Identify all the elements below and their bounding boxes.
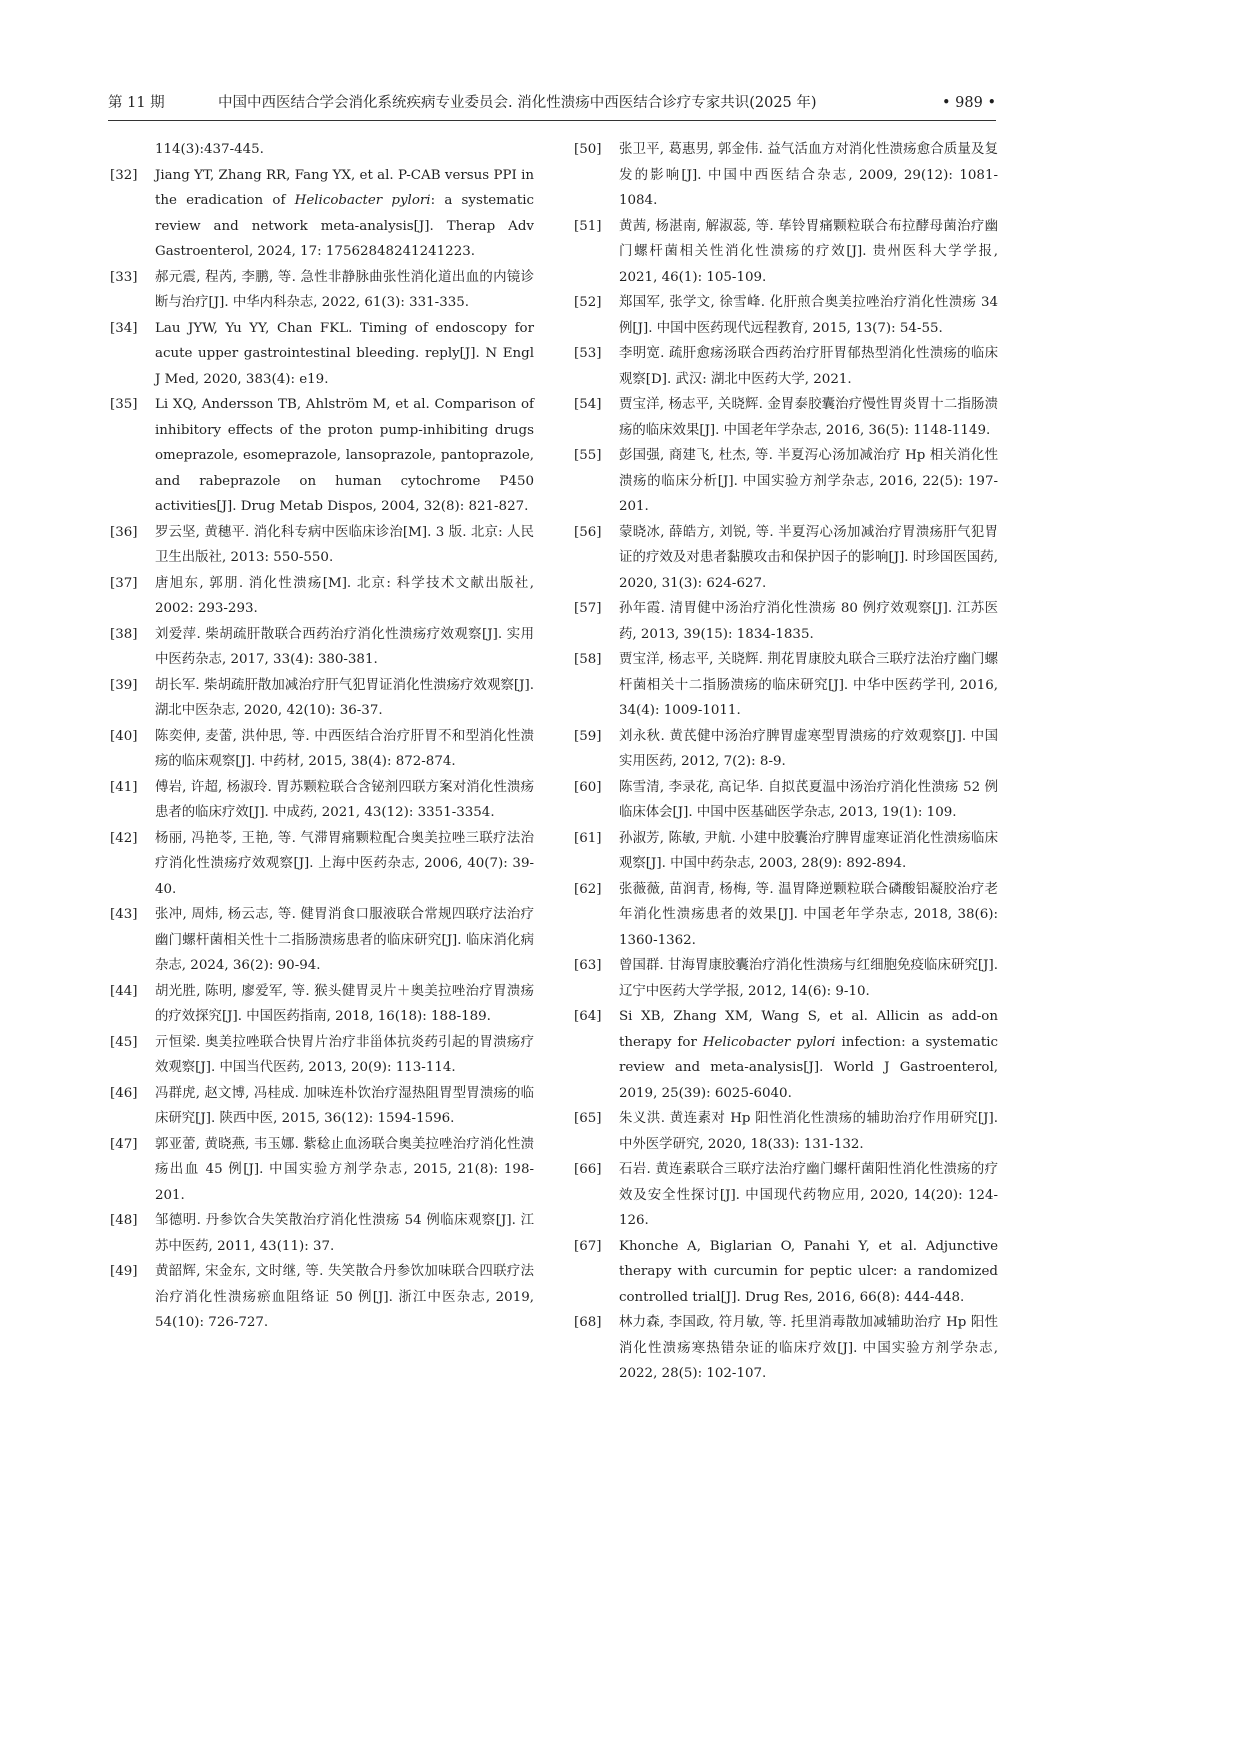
- reference-number: [36]: [110, 524, 138, 540]
- reference-item: [110, 163, 534, 265]
- page-header: [108, 91, 996, 115]
- reference-item: [574, 443, 998, 520]
- reference-number: [41]: [110, 779, 138, 795]
- reference-item: [574, 724, 998, 775]
- reference-number: [39]: [110, 677, 138, 693]
- issue-number: 第 11 期: [108, 95, 165, 111]
- reference-item: [574, 290, 998, 341]
- reference-item: [110, 902, 534, 979]
- reference-number: [64]: [574, 1009, 602, 1024]
- reference-text: 黄茜, 杨湛南, 解淑蕊, 等. 荜铃胃痛颗粒联合布拉酵母菌治疗幽门螺杆菌相关性消化性溃疡的疗效[J]. 贵州医科大学学报, 2021, 46(1): 105-109.: [619, 218, 998, 285]
- reference-column-right: [574, 137, 998, 1387]
- reference-text: 张卫平, 葛惠男, 郭金伟. 益气活血方对消化性溃疡愈合质量及复发的影响[J]. 中国中西医结合杂志, 2009, 29(12): 1081-1084.: [619, 142, 998, 208]
- reference-column-left: [110, 137, 534, 1336]
- reference-text: 张薇薇, 苗润青, 杨梅, 等. 温胃降逆颗粒联合磷酸铝凝胶治疗老年消化性溃疡患者的效果[J]. 中国老年学杂志, 2018, 38(6): 1360-1362.: [619, 881, 998, 948]
- reference-number: [46]: [110, 1085, 138, 1101]
- reference-number: [58]: [574, 652, 602, 667]
- reference-number: [56]: [574, 524, 602, 540]
- reference-text: 曾国群. 甘海胃康胶囊治疗消化性溃疡与红细胞免疫临床研究[J]. 辽宁中医药大学学报, 2012, 14(6): 9-10.: [619, 958, 998, 999]
- reference-text: 亓恒梁. 奥美拉唑联合快胃片治疗非甾体抗炎药引起的胃溃疡疗效观察[J]. 中国当代医药, 2013, 20(9): 113-114.: [155, 1034, 534, 1075]
- reference-item: [574, 953, 998, 1004]
- reference-text: 陈奕伸, 麦蕾, 洪仲思, 等. 中西医结合治疗肝胃不和型消化性溃疡的临床观察[J]. 中药材, 2015, 38(4): 872-874.: [155, 728, 534, 769]
- reference-number: [54]: [574, 397, 602, 412]
- reference-text: 黄韶辉, 宋金东, 文时继, 等. 失笑散合丹参饮加味联合四联疗法治疗消化性溃疡瘀血阻络证 50 例[J]. 浙江中医杂志, 2019, 54(10): 726-727.: [155, 1264, 534, 1330]
- reference-item: [110, 826, 534, 903]
- reference-text: 孙年霞. 清胃健中汤治疗消化性溃疡 80 例疗效观察[J]. 江苏医药, 2013, 39(15): 1834-1835.: [619, 601, 998, 642]
- running-title: 中国中西医结合学会消化系统疾病专业委员会. 消化性溃疡中西医结合诊疗专家共识(2025 年): [218, 95, 817, 111]
- reference-text: Khonche A, Biglarian O, Panahi Y, et al. Adjunctive therapy with curcumin for peptic ulcer: a randomized controlled trial[J]. Drug Res, 2016, 66(8): 444-448.: [619, 1238, 998, 1305]
- reference-item: [574, 826, 998, 877]
- reference-text: 孙淑芳, 陈敏, 尹航. 小建中胶囊治疗脾胃虚寒证消化性溃疡临床观察[J]. 中国中药杂志, 2003, 28(9): 892-894.: [619, 830, 998, 871]
- reference-item: [574, 647, 998, 724]
- reference-text-part: Jiang YT, Zhang RR, Fang YX, et al. P-CAB versus PPI in the eradication of: [155, 167, 534, 208]
- reference-number: [45]: [110, 1034, 138, 1050]
- reference-number: [50]: [574, 142, 602, 157]
- reference-item: [574, 341, 998, 392]
- reference-number: [43]: [110, 907, 138, 922]
- reference-number: [59]: [574, 728, 602, 744]
- reference-text: 胡长军. 柴胡疏肝散加减治疗肝气犯胃证消化性溃疡疗效观察[J]. 湖北中医杂志, 2020, 42(10): 36-37.: [155, 677, 534, 718]
- reference-item: [574, 1157, 998, 1234]
- reference-item: [110, 1030, 534, 1081]
- reference-number: [63]: [574, 958, 602, 973]
- reference-text-part: infection: a systematic review and meta-analysis[J]. World J Gastroenterol, 2019, 25(39): 6025-6040.: [619, 1034, 998, 1101]
- reference-text: 刘永秋. 黄芪健中汤治疗脾胃虚寒型胃溃疡的疗效观察[J]. 中国实用医药, 2012, 7(2): 8-9.: [619, 728, 998, 769]
- reference-number: [62]: [574, 881, 602, 897]
- reference-text: 李明宽. 疏肝愈疡汤联合西药治疗肝胃郁热型消化性溃疡的临床观察[D]. 武汉: 湖北中医药大学, 2021.: [619, 346, 998, 387]
- reference-text: Lau JYW, Yu YY, Chan FKL. Timing of endoscopy for acute upper gastrointestinal bleeding. reply[J]. N Engl J Med, 2020, 383(4): e19.: [155, 320, 534, 387]
- reference-number: [57]: [574, 601, 602, 616]
- reference-number: [51]: [574, 218, 602, 234]
- reference-item: [574, 1004, 998, 1106]
- reference-number: [49]: [110, 1264, 138, 1279]
- reference-number: [60]: [574, 779, 602, 795]
- reference-number: [38]: [110, 626, 138, 642]
- reference-number: [44]: [110, 983, 138, 999]
- reference-number: [40]: [110, 728, 138, 744]
- reference-text-part: Si XB, Zhang XM, Wang S, et al. Allicin as add-on therapy for: [619, 1009, 998, 1050]
- reference-text: 彭国强, 商建飞, 杜杰, 等. 半夏泻心汤加减治疗 Hp 相关消化性溃疡的临床分析[J]. 中国实验方剂学杂志, 2016, 22(5): 197-201.: [619, 448, 998, 514]
- reference-item: [110, 392, 534, 520]
- reference-number: [52]: [574, 295, 602, 310]
- reference-number: [65]: [574, 1111, 602, 1126]
- reference-text: 贾宝洋, 杨志平, 关晓辉. 荆花胃康胶丸联合三联疗法治疗幽门螺杆菌相关十二指肠溃疡的临床研究[J]. 中华中医药学刊, 2016, 34(4): 1009-1011.: [619, 652, 998, 718]
- reference-number: [55]: [574, 448, 602, 463]
- reference-text: [619, 1009, 998, 1101]
- reference-item: [110, 316, 534, 393]
- reference-number: [48]: [110, 1213, 138, 1228]
- reference-item: [574, 1310, 998, 1387]
- reference-list-right: [574, 137, 998, 1387]
- reference-continuation: 114(3):437-445.: [155, 142, 264, 157]
- reference-number: [42]: [110, 830, 138, 846]
- reference-list-left: [110, 163, 534, 1336]
- reference-item: [574, 520, 998, 597]
- reference-item: [110, 775, 534, 826]
- reference-number: [53]: [574, 346, 602, 361]
- reference-number: [37]: [110, 575, 138, 591]
- reference-text: 贾宝洋, 杨志平, 关晓辉. 金胃泰胶囊治疗慢性胃炎胃十二指肠溃疡的临床效果[J]. 中国老年学杂志, 2016, 36(5): 1148-1149.: [619, 397, 998, 438]
- reference-item: [110, 520, 534, 571]
- reference-text: 杨丽, 冯艳苓, 王艳, 等. 气滞胃痛颗粒配合奥美拉唑三联疗法治疗消化性溃疡疗效观察[J]. 上海中医药杂志, 2006, 40(7): 39-40.: [155, 830, 534, 897]
- reference-text: Li XQ, Andersson TB, Ahlström M, et al. Comparison of inhibitory effects of the proton pump-inhibiting drugs omeprazole, esomeprazole, lansoprazole, pantoprazole, and rabeprazole on human cytochrome P450 activities[J]. Drug Metab Dispos, 2004, 32(8): 821-827.: [155, 397, 534, 514]
- reference-text: 蒙晓冰, 薛皓方, 刘锐, 等. 半夏泻心汤加减治疗胃溃疡肝气犯胃证的疗效及对患者黏膜攻击和保护因子的影响[J]. 时珍国医国药, 2020, 31(3): 624-627.: [619, 524, 998, 591]
- reference-item: [110, 673, 534, 724]
- reference-item: [110, 1208, 534, 1259]
- reference-number: [32]: [110, 167, 138, 183]
- reference-text: 张冲, 周炜, 杨云志, 等. 健胃消食口服液联合常规四联疗法治疗幽门螺杆菌相关性十二指肠溃疡患者的临床研究[J]. 临床消化病杂志, 2024, 36(2): 90-94.: [155, 907, 534, 973]
- reference-italic-term: Helicobacter pylori: [294, 193, 431, 208]
- reference-number: [68]: [574, 1315, 602, 1330]
- reference-item: [110, 571, 534, 622]
- reference-item: [110, 1259, 534, 1336]
- reference-number: [33]: [110, 269, 138, 285]
- reference-item: [574, 775, 998, 826]
- reference-text: 郝元震, 程芮, 李鹏, 等. 急性非静脉曲张性消化道出血的内镜诊断与治疗[J]. 中华内科杂志, 2022, 61(3): 331-335.: [155, 269, 534, 310]
- reference-number: [61]: [574, 830, 602, 846]
- reference-text: 刘爱萍. 柴胡疏肝散联合西药治疗消化性溃疡疗效观察[J]. 实用中医药杂志, 2017, 33(4): 380-381.: [155, 626, 534, 667]
- reference-text: 郭亚蕾, 黄晓燕, 韦玉娜. 紫稔止血汤联合奥美拉唑治疗消化性溃疡出血 45 例[J]. 中国实验方剂学杂志, 2015, 21(8): 198-201.: [155, 1136, 534, 1203]
- reference-text-part: : a systematic review and network meta-analysis[J]. Therap Adv Gastroenterol, 2024, 17: 17562848241241223.: [155, 193, 535, 259]
- reference-text: 邹德明. 丹参饮合失笑散治疗消化性溃疡 54 例临床观察[J]. 江苏中医药, 2011, 43(11): 37.: [155, 1213, 534, 1254]
- reference-item: [110, 979, 534, 1030]
- reference-item: [110, 622, 534, 673]
- header-rule: [108, 120, 996, 121]
- reference-item: [574, 214, 998, 291]
- reference-item: [574, 596, 998, 647]
- page-number: • 989 •: [942, 95, 996, 111]
- reference-item: [574, 1234, 998, 1311]
- reference-number: [35]: [110, 397, 138, 412]
- reference-item: [574, 1106, 998, 1157]
- reference-text: 冯群虎, 赵文博, 冯桂成. 加味连朴饮治疗湿热阻胃型胃溃疡的临床研究[J]. 陕西中医, 2015, 36(12): 1594-1596.: [155, 1085, 534, 1126]
- reference-text: 朱义洪. 黄连素对 Hp 阳性消化性溃疡的辅助治疗作用研究[J]. 中外医学研究, 2020, 18(33): 131-132.: [619, 1111, 998, 1152]
- reference-text: [155, 168, 534, 260]
- reference-text: 陈雪清, 李录花, 高记华. 自拟芪夏温中汤治疗消化性溃疡 52 例临床体会[J]. 中国中医基础医学杂志, 2013, 19(1): 109.: [619, 779, 998, 820]
- reference-item: [574, 137, 998, 214]
- reference-number: [34]: [110, 320, 138, 336]
- reference-item: [110, 1132, 534, 1209]
- reference-item: [110, 724, 534, 775]
- reference-text: 傅岩, 许超, 杨淑玲. 胃苏颗粒联合含铋剂四联方案对消化性溃疡患者的临床疗效[J]. 中成药, 2021, 43(12): 3351-3354.: [155, 779, 534, 820]
- reference-text: 林力森, 李国政, 符月敏, 等. 托里消毒散加减辅助治疗 Hp 阳性消化性溃疡寒热错杂证的临床疗效[J]. 中国实验方剂学杂志, 2022, 28(5): 102-107.: [619, 1315, 998, 1381]
- reference-text: 罗云坚, 黄穗平. 消化科专病中医临床诊治[M]. 3 版. 北京: 人民卫生出版社, 2013: 550-550.: [155, 524, 534, 565]
- reference-text: 胡光胜, 陈明, 廖爱军, 等. 猴头健胃灵片＋奥美拉唑治疗胃溃疡的疗效探究[J]. 中国医药指南, 2018, 16(18): 188-189.: [155, 983, 534, 1024]
- reference-number: [66]: [574, 1162, 602, 1177]
- reference-item: [574, 392, 998, 443]
- reference-item: [110, 1081, 534, 1132]
- reference-text: 石岩. 黄连素联合三联疗法治疗幽门螺杆菌阳性消化性溃疡的疗效及安全性探讨[J]. 中国现代药物应用, 2020, 14(20): 124-126.: [619, 1162, 998, 1228]
- reference-item: [574, 877, 998, 954]
- reference-italic-term: Helicobacter pylori: [702, 1034, 836, 1050]
- reference-number: [47]: [110, 1136, 138, 1152]
- reference-text: 唐旭东, 郭朋. 消化性溃疡[M]. 北京: 科学技术文献出版社, 2002: 293-293.: [155, 575, 534, 616]
- reference-item: [110, 265, 534, 316]
- reference-number: [67]: [574, 1238, 602, 1254]
- reference-text: 郑国军, 张学文, 徐雪峰. 化肝煎合奥美拉唑治疗消化性溃疡 34 例[J]. 中国中医药现代远程教育, 2015, 13(7): 54-55.: [619, 295, 998, 336]
